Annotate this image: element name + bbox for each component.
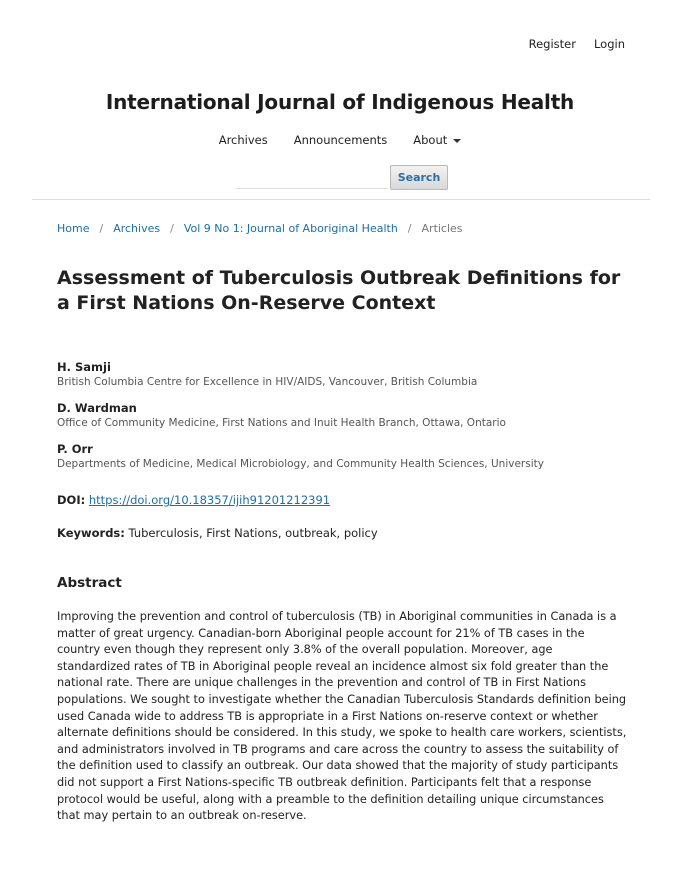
keywords-label: Keywords: [57, 526, 125, 540]
author-affiliation: Departments of Medicine, Medical Microbiology, and Community Health Sciences, University [57, 458, 544, 470]
user-nav [529, 37, 625, 51]
breadcrumb-separator: / [407, 222, 412, 235]
keywords-value: Tuberculosis, First Nations, outbreak, policy [128, 526, 378, 540]
doi-label: DOI: [57, 493, 86, 507]
keywords [57, 526, 378, 540]
search-input[interactable] [236, 166, 388, 189]
author-name: H. Samji [57, 360, 111, 374]
breadcrumb [57, 222, 463, 235]
breadcrumb-home[interactable]: Home [57, 222, 90, 235]
article-title: Assessment of Tuberculosis Outbreak Definitions for a First Nations On-Reserve Context [57, 267, 621, 314]
breadcrumb-issue[interactable]: Vol 9 No 1: Journal of Aboriginal Health [183, 222, 398, 235]
author-list [57, 359, 647, 482]
author-affiliation: Office of Community Medicine, First Nations and Inuit Health Branch, Ottawa, Ontario [57, 417, 506, 429]
author-name: D. Wardman [57, 401, 137, 415]
header-divider [32, 199, 650, 200]
abstract-text: Improving the prevention and control of tuberculosis (TB) in Aboriginal communities in Canada is a matter of great urgency. Canadian-born Aboriginal people account for 21% of TB cases in the country even though they represent only 3.8% of the overall population. Moreover, age standardized rates of TB in Aboriginal people reveal an incidence almost six fold greater than the national rate. There are unique challenges in the prevention and control of TB in First Nations populations. We sought to investigate whether the Canadian Tuberculosis Standards definition being used Canada wide to address TB is appropriate in a First Nations on-reserve context or whether alternate definitions should be considered. In this study, we spoke to health care workers, scientists, and administrators involved in TB programs and care across the country to assess the suitability of the definition used to classify an outbreak. Our data showed that the majority of study participants did not support a First Nations-specific TB outbreak definition. Participants felt that a response protocol would be useful, along with a preamble to the definition detailing unique circumstances that may pertain to an outbreak on-reserve. [57, 610, 627, 823]
author-name: P. Orr [57, 442, 93, 456]
chevron-down-icon [453, 139, 461, 143]
author-item [57, 359, 647, 390]
login-link[interactable]: Login [593, 37, 625, 51]
doi [57, 493, 330, 507]
author-affiliation: British Columbia Centre for Excellence in HIV/AIDS, Vancouver, British Columbia [57, 376, 478, 388]
search-form [236, 165, 448, 190]
author-item [57, 400, 647, 431]
search-button[interactable]: Search [390, 165, 448, 190]
nav-archives[interactable]: Archives [218, 133, 268, 147]
breadcrumb-archives[interactable]: Archives [113, 222, 161, 235]
doi-link[interactable]: https://doi.org/10.18357/ijih91201212391 [88, 493, 331, 507]
breadcrumb-separator: / [170, 222, 174, 235]
breadcrumb-current: Articles [421, 222, 463, 235]
register-link[interactable]: Register [528, 37, 576, 51]
abstract-heading: Abstract [57, 575, 122, 591]
site-title[interactable]: International Journal of Indigenous Health [105, 90, 575, 114]
nav-announcements[interactable]: Announcements [293, 133, 388, 147]
nav-about-label: About [413, 133, 448, 147]
nav-about[interactable] [413, 133, 461, 147]
breadcrumb-separator: / [99, 222, 104, 235]
primary-nav [0, 133, 680, 147]
author-item [57, 441, 647, 472]
